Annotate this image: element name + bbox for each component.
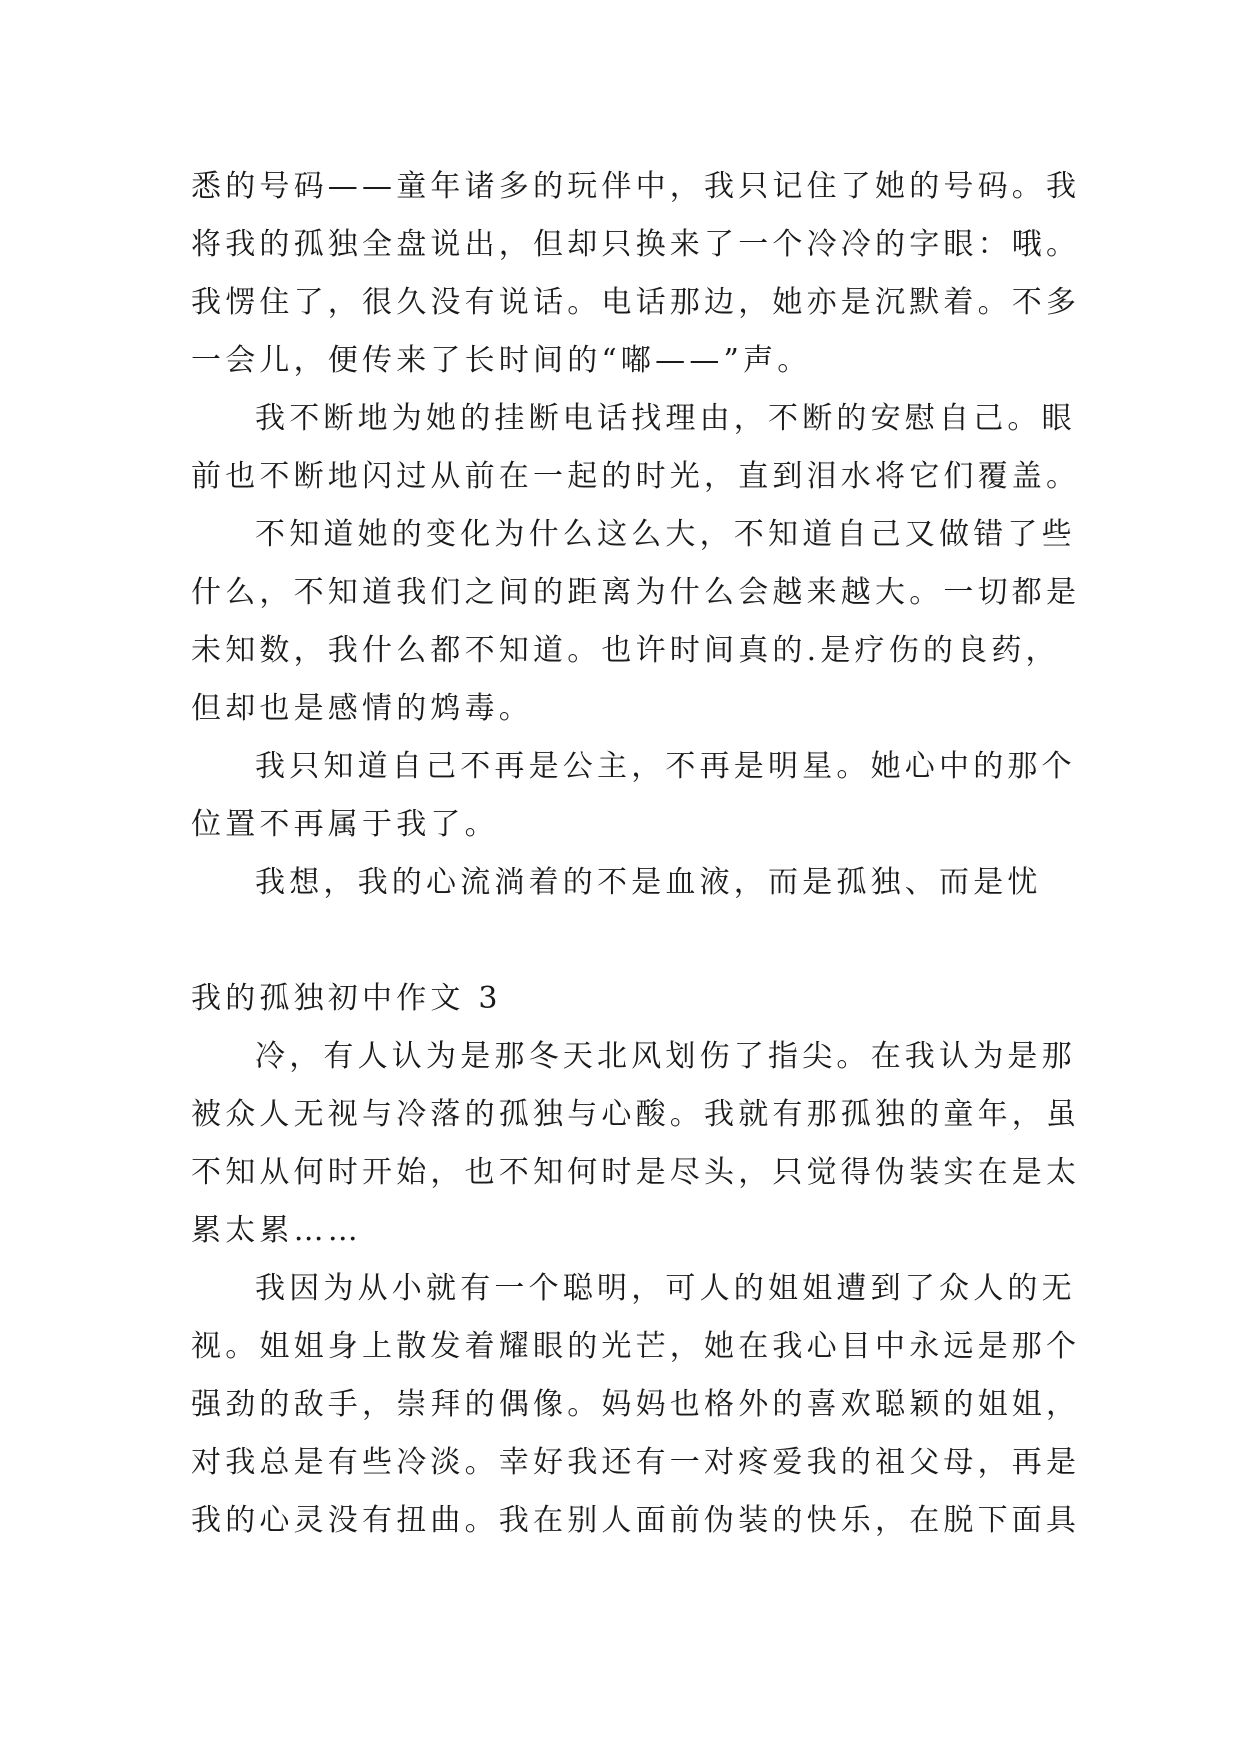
text-line: 什么，不知道我们之间的距离为什么会越来越大。一切都是 xyxy=(191,575,1081,610)
text-line: 不知从何时开始，也不知何时是尽头，只觉得伪装实在是太 xyxy=(191,1155,1081,1190)
paragraph-first-line: 不知道她的变化为什么这么大，不知道自己又做错了些 xyxy=(255,517,1076,552)
text-line: 将我的孤独全盘说出，但却只换来了一个冷冷的字眼：哦。 xyxy=(191,227,1081,262)
text-line: 前也不断地闪过从前在一起的时光，直到泪水将它们覆盖。 xyxy=(191,459,1081,494)
text-line: 强劲的敌手，崇拜的偶像。妈妈也格外的喜欢聪颖的姐姐， xyxy=(191,1387,1081,1422)
text-line: 但却也是感情的鸩毒。 xyxy=(191,691,533,726)
paragraph-first-line: 我想，我的心流淌着的不是血液，而是孤独、而是忧 xyxy=(255,865,1042,900)
text-line: 对我总是有些冷淡。幸好我还有一对疼爱我的祖父母，再是 xyxy=(191,1445,1081,1480)
paragraph-first-line: 我因为从小就有一个聪明，可人的姐姐遭到了众人的无 xyxy=(255,1271,1076,1306)
paragraph-first-line: 我不断地为她的挂断电话找理由，不断的安慰自己。眼 xyxy=(255,401,1076,436)
text-line: 我愣住了，很久没有说话。电话那边，她亦是沉默着。不多 xyxy=(191,285,1081,320)
section-title: 我的孤独初中作文 3 xyxy=(191,981,502,1016)
text-line: 我的心灵没有扭曲。我在别人面前伪装的快乐，在脱下面具 xyxy=(191,1503,1081,1538)
text-line: 未知数，我什么都不知道。也许时间真的.是疗伤的良药， xyxy=(191,633,1060,668)
paragraph-first-line: 我只知道自己不再是公主，不再是明星。她心中的那个 xyxy=(255,749,1076,784)
text-line: 一会儿，便传来了长时间的“嘟——”声。 xyxy=(191,343,812,378)
text-line: 悉的号码——童年诸多的玩伴中，我只记住了她的号码。我 xyxy=(191,169,1081,204)
text-line: 累太累…… xyxy=(191,1213,362,1248)
text-line: 位置不再属于我了。 xyxy=(191,807,499,842)
paragraph-first-line: 冷，有人认为是那冬天北风划伤了指尖。在我认为是那 xyxy=(255,1039,1076,1074)
text-line: 被众人无视与冷落的孤独与心酸。我就有那孤独的童年，虽 xyxy=(191,1097,1081,1132)
text-line: 视。姐姐身上散发着耀眼的光芒，她在我心目中永远是那个 xyxy=(191,1329,1081,1364)
